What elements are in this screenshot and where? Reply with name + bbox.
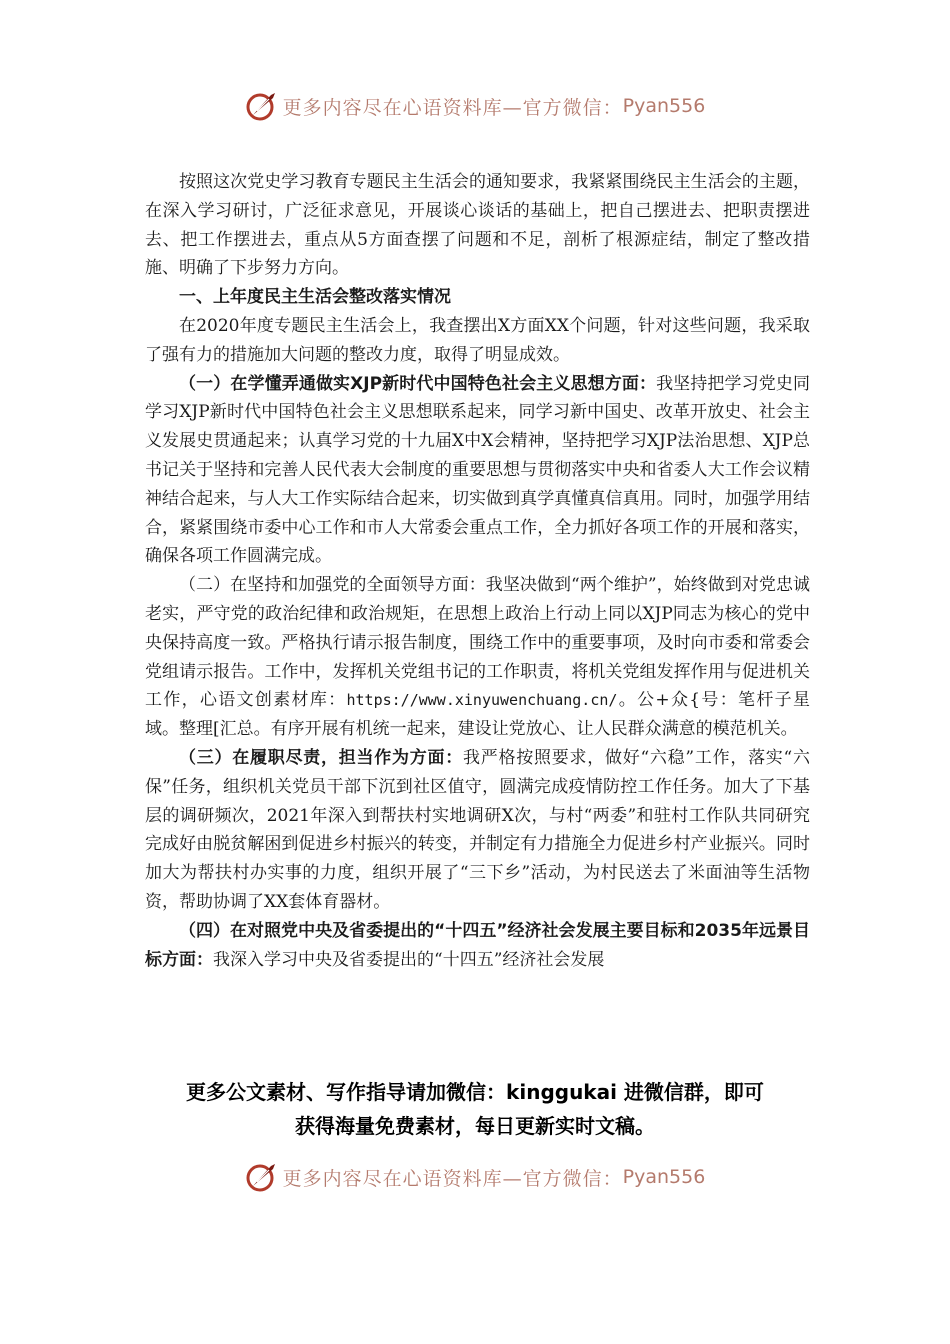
- banner-wechat-id: Pyan556: [622, 1166, 706, 1188]
- banner-wechat-id: Pyan556: [622, 95, 706, 117]
- item-4-text: 我深入学习中央及省委提出的“十四五”经济社会发展: [213, 949, 605, 970]
- feather-logo-icon: [245, 1160, 279, 1194]
- header-banner: [0, 84, 950, 128]
- item-3-title: （三）在履职尽责，担当作为方面：: [179, 747, 463, 768]
- item-4-title: （四）在对照党中央及省委提出的“十四五”经济社会发展主要目标和2035年远景目标方面：: [145, 920, 810, 970]
- paragraph-intro: 按照这次党史学习教育专题民主生活会的通知要求，我紧紧围绕民主生活会的主题，在深入学习研讨，广泛征求意见，开展谈心谈话的基础上，把自己摆进去、把职责摆进去、把工作摆进去，重点从5方面查摆了问题和不足，剖析了根源症结，制定了整改措施、明确了下步努力方向。: [145, 172, 810, 279]
- banner-text: 更多内容尽在心语资料库—官方微信：: [282, 96, 623, 119]
- item-2-tail: 。公+众{号：笔杆子星域。整理[汇总。有序开展有机统一起来，建设让党放心、让人民群众满意的模范机关。: [145, 690, 810, 740]
- paragraph-item-4: [145, 917, 810, 975]
- paragraph-section1-intro: 在2020年度专题民主生活会上，我查摆出X方面XX个问题，针对这些问题，我采取了强有力的措施加大问题的整改力度，取得了明显成效。: [145, 315, 810, 365]
- document-body: [145, 168, 810, 974]
- promo-line-2: 获得海量免费素材，每日更新实时文稿。: [295, 1114, 655, 1138]
- promo-block: [0, 1075, 950, 1143]
- banner-text: 更多内容尽在心语资料库—官方微信：: [282, 1167, 623, 1190]
- item-1-title: （一）在学懂弄通做实XJP新时代中国特色社会主义思想方面：: [179, 373, 657, 394]
- paragraph-item-2: [145, 571, 810, 744]
- paragraph-item-1: [145, 370, 810, 572]
- section-heading-1: 一、上年度民主生活会整改落实情况: [179, 287, 451, 308]
- paragraph-item-3: [145, 744, 810, 917]
- footer-banner: [0, 1155, 950, 1199]
- feather-logo-icon: [245, 89, 279, 123]
- item-2-text: （二）在坚持和加强党的全面领导方面：我坚决做到“两个维护”，始终做到对党忠诚老实，严守党的政治纪律和政治规矩，在思想上政治上行动上同以XJP同志为核心的党中央保持高度一致。严格执行请示报告制度，围绕工作中的重要事项，及时向市委和常委会党组请示报告。工作中，发挥机关党组书记的工作职责，将机关党组发挥作用与促进机关工作，心语文创素材库：: [145, 575, 810, 711]
- item-1-text: 我坚持把学习党史同学习XJP新时代中国特色社会主义思想联系起来，同学习新中国史、改革开放史、社会主义发展史贯通起来；认真学习党的十九届X中X会精神，坚持把学习XJP法治思想、XJP总书记关于坚持和完善人民代表大会制度的重要思想与贯彻落实中央和省委人大工作会议精神结合起来，与人大工作实际结合起来，切实做到真学真懂真信真用。同时，加强学用结合，紧紧围绕市委中心工作和市人大常委会重点工作，全力抓好各项工作的开展和落实，确保各项工作圆满完成。: [145, 373, 811, 567]
- item-2-url: https://www.xinyuwenchuang.cn/: [346, 691, 618, 710]
- promo-line-1: 更多公文素材、写作指导请加微信：kinggukai 进微信群，即可: [186, 1080, 764, 1104]
- item-3-text: 我严格按照要求，做好“六稳”工作，落实“六保”任务，组织机关党员干部下沉到社区值守，圆满完成疫情防控工作任务。加大了下基层的调研频次，2021年深入到帮扶村实地调研X次，与村“两委”和驻村工作队共同研究完成好由脱贫解困到促进乡村振兴的转变，并制定有力措施全力促进乡村产业振兴。同时加大为帮扶村办实事的力度，组织开展了“三下乡”活动，为村民送去了米面油等生活物资，帮助协调了XX套体育器材。: [145, 747, 810, 912]
